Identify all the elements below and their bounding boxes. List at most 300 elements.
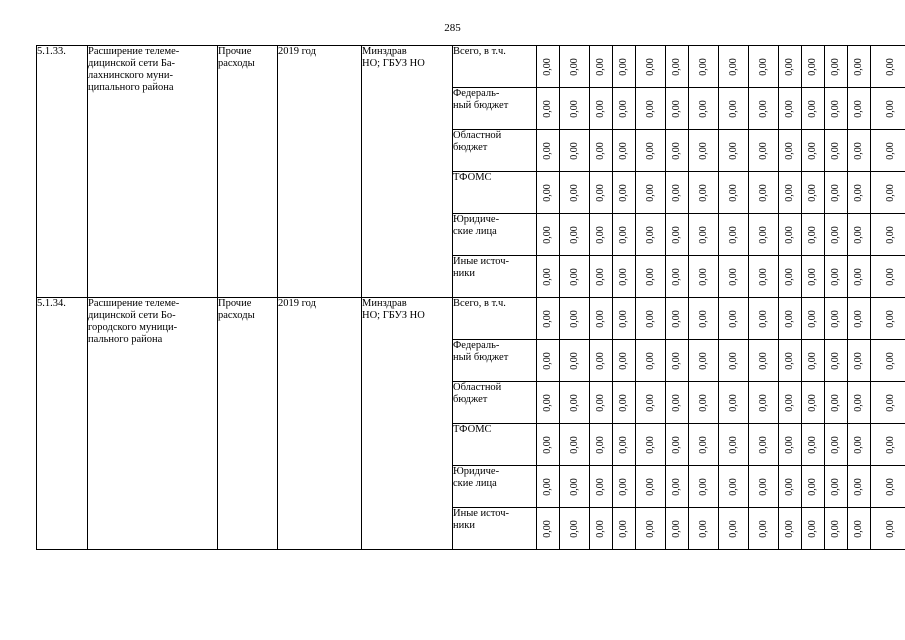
value-cell: [613, 46, 636, 88]
value-text: 0,00: [697, 267, 709, 286]
value-text: 0,00: [884, 435, 896, 454]
value-text: 0,00: [542, 309, 553, 328]
value-text: 0,00: [697, 183, 709, 202]
value-text: 0,00: [784, 309, 795, 328]
funding-source-label: Федераль- ный бюджет: [453, 88, 509, 111]
value-text: 0,00: [618, 351, 629, 370]
value-cell: [719, 424, 749, 466]
funding-source-cell: [453, 508, 537, 550]
value-cell: [749, 466, 779, 508]
value-cell: [871, 214, 905, 256]
value-text: 0,00: [853, 477, 864, 496]
value-cell: [779, 88, 802, 130]
value-cell: [666, 508, 689, 550]
value-cell: [871, 256, 905, 298]
value-cell: [825, 466, 848, 508]
value-cell: [848, 466, 871, 508]
value-text: 0,00: [727, 351, 739, 370]
value-cell: [590, 256, 613, 298]
value-text: 0,00: [595, 435, 606, 454]
value-text: 0,00: [618, 99, 629, 118]
value-text: 0,00: [830, 99, 841, 118]
value-text: 0,00: [884, 393, 896, 412]
value-cell: [613, 382, 636, 424]
value-text: 0,00: [830, 267, 841, 286]
value-text: 0,00: [568, 141, 580, 160]
table-row: [37, 298, 905, 340]
value-text: 0,00: [671, 183, 682, 202]
value-cell: [689, 172, 719, 214]
value-text: 0,00: [830, 225, 841, 244]
value-cell: [590, 508, 613, 550]
item-code-text: 5.1.33.: [37, 46, 66, 57]
value-cell: [537, 382, 560, 424]
value-cell: [613, 340, 636, 382]
value-text: 0,00: [671, 519, 682, 538]
value-text: 0,00: [807, 225, 818, 244]
value-cell: [719, 466, 749, 508]
value-cell: [590, 466, 613, 508]
value-text: 0,00: [830, 477, 841, 496]
value-text: 0,00: [853, 519, 864, 538]
value-cell: [636, 214, 666, 256]
budget-table: [36, 45, 905, 550]
value-text: 0,00: [595, 351, 606, 370]
value-cell: [871, 130, 905, 172]
value-cell: [848, 130, 871, 172]
value-text: 0,00: [697, 435, 709, 454]
value-cell: [779, 382, 802, 424]
value-text: 0,00: [830, 183, 841, 202]
value-cell: [802, 88, 825, 130]
value-cell: [689, 130, 719, 172]
value-text: 0,00: [568, 225, 580, 244]
value-text: 0,00: [830, 393, 841, 412]
value-text: 0,00: [757, 309, 769, 328]
value-cell: [848, 298, 871, 340]
value-cell: [689, 298, 719, 340]
value-text: 0,00: [853, 225, 864, 244]
value-text: 0,00: [757, 393, 769, 412]
executor-text: Минздрав НО; ГБУЗ НО: [362, 46, 425, 69]
value-text: 0,00: [784, 225, 795, 244]
value-text: 0,00: [542, 435, 553, 454]
value-cell: [848, 424, 871, 466]
value-cell: [749, 46, 779, 88]
value-text: 0,00: [697, 57, 709, 76]
value-cell: [590, 382, 613, 424]
value-text: 0,00: [807, 477, 818, 496]
value-text: 0,00: [727, 435, 739, 454]
value-text: 0,00: [727, 57, 739, 76]
value-cell: [848, 46, 871, 88]
value-cell: [636, 466, 666, 508]
value-cell: [802, 172, 825, 214]
expense-type-text: Прочие расходы: [218, 298, 255, 321]
value-text: 0,00: [618, 477, 629, 496]
value-text: 0,00: [807, 309, 818, 328]
value-cell: [590, 424, 613, 466]
value-cell: [802, 130, 825, 172]
table-row: [37, 46, 905, 88]
value-text: 0,00: [784, 141, 795, 160]
value-cell: [613, 466, 636, 508]
value-cell: [537, 130, 560, 172]
value-cell: [719, 88, 749, 130]
value-cell: [749, 298, 779, 340]
value-text: 0,00: [542, 519, 553, 538]
value-cell: [802, 340, 825, 382]
value-cell: [666, 298, 689, 340]
value-cell: [666, 256, 689, 298]
value-text: 0,00: [618, 309, 629, 328]
value-text: 0,00: [618, 393, 629, 412]
value-cell: [613, 172, 636, 214]
value-cell: [802, 382, 825, 424]
value-text: 0,00: [644, 267, 656, 286]
value-text: 0,00: [618, 435, 629, 454]
value-cell: [719, 340, 749, 382]
item-code-cell: [37, 298, 88, 550]
value-text: 0,00: [757, 141, 769, 160]
funding-source-cell: [453, 466, 537, 508]
year-cell: [278, 46, 362, 298]
value-text: 0,00: [671, 351, 682, 370]
value-text: 0,00: [697, 141, 709, 160]
value-cell: [560, 88, 590, 130]
funding-source-label: Всего, в т.ч.: [453, 46, 506, 57]
value-cell: [560, 256, 590, 298]
value-text: 0,00: [644, 351, 656, 370]
value-text: 0,00: [644, 309, 656, 328]
value-cell: [537, 256, 560, 298]
item-name-text: Расширение телеме- дицинской сети Бо- городского муници- пального района: [88, 298, 180, 345]
value-cell: [719, 214, 749, 256]
value-cell: [749, 172, 779, 214]
value-cell: [560, 424, 590, 466]
value-cell: [590, 88, 613, 130]
value-cell: [719, 46, 749, 88]
funding-source-cell: [453, 340, 537, 382]
funding-source-cell: [453, 172, 537, 214]
value-text: 0,00: [807, 57, 818, 76]
value-text: 0,00: [853, 99, 864, 118]
value-text: 0,00: [830, 519, 841, 538]
value-cell: [590, 172, 613, 214]
value-cell: [666, 214, 689, 256]
value-cell: [779, 508, 802, 550]
value-text: 0,00: [757, 99, 769, 118]
funding-source-cell: [453, 256, 537, 298]
value-cell: [719, 382, 749, 424]
value-cell: [560, 130, 590, 172]
value-text: 0,00: [618, 225, 629, 244]
funding-source-cell: [453, 214, 537, 256]
value-cell: [689, 88, 719, 130]
value-text: 0,00: [568, 393, 580, 412]
value-text: 0,00: [618, 141, 629, 160]
item-name-cell: [88, 46, 218, 298]
value-cell: [590, 46, 613, 88]
value-text: 0,00: [807, 519, 818, 538]
value-cell: [802, 214, 825, 256]
value-cell: [590, 340, 613, 382]
value-cell: [749, 424, 779, 466]
value-text: 0,00: [568, 477, 580, 496]
value-cell: [848, 214, 871, 256]
value-cell: [689, 508, 719, 550]
value-text: 0,00: [644, 519, 656, 538]
funding-source-label: Иные источ- ники: [453, 256, 510, 279]
value-cell: [689, 340, 719, 382]
value-cell: [871, 88, 905, 130]
funding-source-cell: [453, 382, 537, 424]
value-cell: [871, 382, 905, 424]
value-cell: [848, 256, 871, 298]
value-cell: [749, 214, 779, 256]
value-text: 0,00: [697, 519, 709, 538]
value-text: 0,00: [727, 267, 739, 286]
value-text: 0,00: [807, 267, 818, 286]
value-text: 0,00: [757, 57, 769, 76]
value-text: 0,00: [884, 309, 896, 328]
value-text: 0,00: [595, 99, 606, 118]
value-cell: [871, 466, 905, 508]
value-text: 0,00: [595, 393, 606, 412]
value-cell: [689, 46, 719, 88]
value-text: 0,00: [568, 57, 580, 76]
value-cell: [779, 256, 802, 298]
value-text: 0,00: [595, 57, 606, 76]
value-cell: [636, 172, 666, 214]
funding-source-cell: [453, 46, 537, 88]
value-cell: [613, 88, 636, 130]
value-cell: [666, 466, 689, 508]
value-text: 0,00: [757, 183, 769, 202]
value-cell: [560, 298, 590, 340]
value-cell: [779, 214, 802, 256]
value-text: 0,00: [784, 477, 795, 496]
value-cell: [779, 130, 802, 172]
value-cell: [666, 130, 689, 172]
value-cell: [560, 172, 590, 214]
value-text: 0,00: [542, 183, 553, 202]
value-cell: [802, 256, 825, 298]
value-cell: [848, 172, 871, 214]
value-cell: [636, 424, 666, 466]
value-text: 0,00: [671, 225, 682, 244]
value-text: 0,00: [884, 477, 896, 496]
value-cell: [590, 298, 613, 340]
value-text: 0,00: [697, 99, 709, 118]
value-cell: [560, 340, 590, 382]
value-cell: [825, 256, 848, 298]
item-code-text: 5.1.34.: [37, 298, 66, 309]
value-cell: [560, 466, 590, 508]
value-text: 0,00: [618, 519, 629, 538]
value-text: 0,00: [542, 141, 553, 160]
value-cell: [749, 508, 779, 550]
year-cell: [278, 298, 362, 550]
value-cell: [590, 130, 613, 172]
value-cell: [802, 424, 825, 466]
value-cell: [871, 424, 905, 466]
value-cell: [825, 340, 848, 382]
value-cell: [825, 130, 848, 172]
value-text: 0,00: [807, 435, 818, 454]
value-cell: [848, 508, 871, 550]
value-text: 0,00: [644, 477, 656, 496]
value-cell: [613, 130, 636, 172]
value-text: 0,00: [853, 183, 864, 202]
funding-source-label: Федераль- ный бюджет: [453, 340, 509, 363]
value-cell: [537, 466, 560, 508]
value-cell: [779, 298, 802, 340]
value-text: 0,00: [644, 393, 656, 412]
value-cell: [825, 88, 848, 130]
value-cell: [848, 382, 871, 424]
value-cell: [825, 424, 848, 466]
value-cell: [537, 298, 560, 340]
item-name-cell: [88, 298, 218, 550]
value-text: 0,00: [542, 267, 553, 286]
value-text: 0,00: [727, 519, 739, 538]
value-cell: [666, 424, 689, 466]
value-cell: [689, 382, 719, 424]
value-text: 0,00: [884, 183, 896, 202]
value-cell: [689, 424, 719, 466]
value-cell: [636, 382, 666, 424]
funding-source-label: Областной бюджет: [453, 382, 502, 405]
value-text: 0,00: [784, 351, 795, 370]
value-cell: [825, 172, 848, 214]
value-text: 0,00: [784, 99, 795, 118]
value-text: 0,00: [727, 141, 739, 160]
value-text: 0,00: [784, 267, 795, 286]
value-cell: [871, 340, 905, 382]
value-text: 0,00: [784, 393, 795, 412]
value-cell: [613, 424, 636, 466]
value-text: 0,00: [884, 141, 896, 160]
value-cell: [636, 340, 666, 382]
value-text: 0,00: [568, 267, 580, 286]
value-cell: [613, 508, 636, 550]
value-text: 0,00: [671, 477, 682, 496]
value-text: 0,00: [727, 99, 739, 118]
value-text: 0,00: [595, 519, 606, 538]
expense-type-cell: [218, 46, 278, 298]
value-cell: [537, 46, 560, 88]
value-text: 0,00: [784, 519, 795, 538]
value-text: 0,00: [853, 393, 864, 412]
value-cell: [825, 508, 848, 550]
value-cell: [636, 130, 666, 172]
value-cell: [871, 172, 905, 214]
value-cell: [537, 88, 560, 130]
value-text: 0,00: [644, 183, 656, 202]
value-text: 0,00: [757, 351, 769, 370]
value-text: 0,00: [853, 141, 864, 160]
value-text: 0,00: [757, 477, 769, 496]
value-text: 0,00: [853, 351, 864, 370]
funding-source-label: Всего, в т.ч.: [453, 298, 506, 309]
value-text: 0,00: [727, 393, 739, 412]
value-text: 0,00: [568, 99, 580, 118]
value-cell: [537, 172, 560, 214]
value-text: 0,00: [595, 267, 606, 286]
value-text: 0,00: [830, 435, 841, 454]
value-text: 0,00: [568, 183, 580, 202]
value-cell: [613, 298, 636, 340]
value-text: 0,00: [784, 57, 795, 76]
value-text: 0,00: [830, 141, 841, 160]
value-cell: [871, 46, 905, 88]
value-text: 0,00: [644, 99, 656, 118]
funding-source-label: Областной бюджет: [453, 130, 502, 153]
value-cell: [719, 172, 749, 214]
value-cell: [666, 340, 689, 382]
funding-source-cell: [453, 130, 537, 172]
value-text: 0,00: [853, 309, 864, 328]
value-cell: [537, 424, 560, 466]
value-cell: [613, 256, 636, 298]
value-cell: [689, 214, 719, 256]
value-text: 0,00: [884, 351, 896, 370]
value-cell: [749, 88, 779, 130]
value-cell: [636, 256, 666, 298]
value-cell: [689, 256, 719, 298]
value-cell: [719, 256, 749, 298]
value-cell: [560, 382, 590, 424]
value-text: 0,00: [542, 477, 553, 496]
value-text: 0,00: [542, 393, 553, 412]
value-text: 0,00: [671, 99, 682, 118]
value-cell: [779, 466, 802, 508]
value-text: 0,00: [807, 351, 818, 370]
value-cell: [537, 340, 560, 382]
page-number: 285: [444, 22, 461, 34]
value-text: 0,00: [884, 57, 896, 76]
value-text: 0,00: [644, 435, 656, 454]
executor-cell: [362, 298, 453, 550]
value-cell: [719, 130, 749, 172]
value-cell: [848, 340, 871, 382]
value-text: 0,00: [757, 435, 769, 454]
value-text: 0,00: [727, 309, 739, 328]
value-text: 0,00: [727, 183, 739, 202]
value-cell: [666, 88, 689, 130]
value-text: 0,00: [644, 225, 656, 244]
value-cell: [636, 46, 666, 88]
value-cell: [749, 382, 779, 424]
value-text: 0,00: [757, 267, 769, 286]
item-name-text: Расширение телеме- дицинской сети Ба- лахнинского муни- ципального района: [88, 46, 180, 93]
value-cell: [779, 172, 802, 214]
value-cell: [802, 508, 825, 550]
value-cell: [779, 46, 802, 88]
value-text: 0,00: [671, 267, 682, 286]
value-cell: [666, 46, 689, 88]
value-text: 0,00: [542, 351, 553, 370]
value-text: 0,00: [697, 309, 709, 328]
expense-type-cell: [218, 298, 278, 550]
value-text: 0,00: [697, 225, 709, 244]
value-text: 0,00: [807, 99, 818, 118]
value-text: 0,00: [671, 141, 682, 160]
funding-source-label: ТФОМС: [453, 424, 492, 435]
value-text: 0,00: [595, 141, 606, 160]
value-text: 0,00: [542, 99, 553, 118]
